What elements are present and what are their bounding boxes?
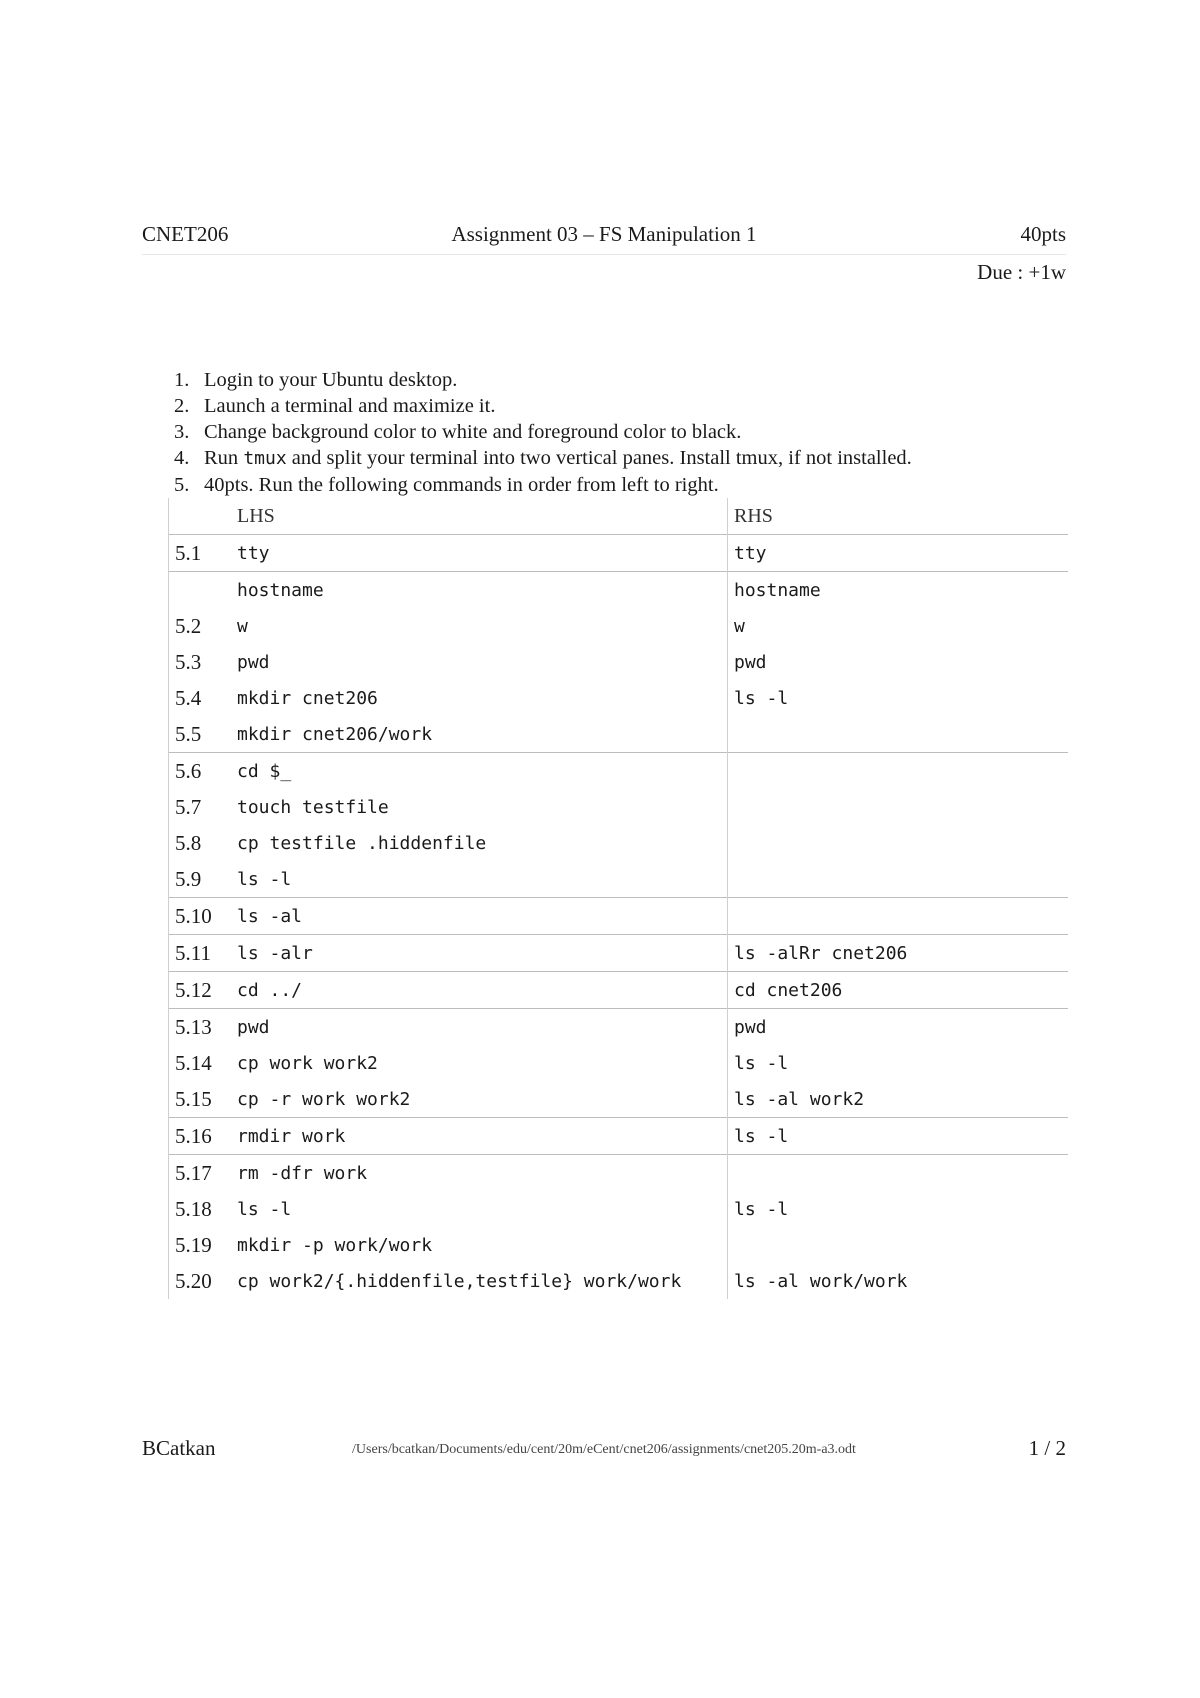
instruction-item	[174, 367, 912, 393]
step-number: 5.3	[169, 644, 232, 680]
assignment-title: Assignment 03 – FS Manipulation 1	[451, 222, 757, 246]
lhs-command: tty	[231, 535, 728, 572]
step-number: 5.20	[169, 1263, 232, 1299]
rhs-command	[728, 753, 1069, 790]
lhs-command: ls -alr	[231, 935, 728, 972]
instruction-text: and split your terminal into two vertical panes. Install tmux, if not installed.	[286, 447, 912, 469]
step-number: 5.19	[169, 1227, 232, 1263]
header-num	[169, 498, 232, 535]
rhs-command: tty	[728, 535, 1069, 572]
step-number: 5.12	[169, 972, 232, 1009]
rhs-command: ls -l	[728, 1191, 1069, 1227]
lhs-command: cd $_	[231, 753, 728, 790]
lhs-command: mkdir cnet206/work	[237, 723, 433, 745]
commands-table	[168, 498, 1068, 1299]
rhs-command: ls -al work2	[728, 1081, 1069, 1118]
rhs-command	[728, 1155, 1069, 1192]
lhs-command: w	[237, 615, 248, 637]
lhs-command: pwd	[237, 651, 270, 673]
table-row	[169, 1009, 1069, 1046]
author-name: BCatkan	[142, 1436, 216, 1460]
step-number: 5.5	[169, 716, 232, 753]
step-number: 5.15	[169, 1081, 232, 1118]
instruction-text: 40pts. Run the following commands in order from left to right.	[204, 474, 719, 496]
step-number: 5.1	[169, 535, 232, 572]
instruction-number: 1.	[174, 369, 190, 391]
lhs-command: cp work2/{.hiddenfile,testfile} work/work	[237, 1270, 682, 1292]
page-number: 1 / 2	[1028, 1436, 1066, 1460]
lhs-command: cp -r work work2	[237, 1088, 411, 1110]
table-row	[169, 1155, 1069, 1192]
instruction-item	[174, 472, 912, 498]
lhs-command: rm -dfr work	[231, 1155, 728, 1192]
rhs-command: ls -l	[728, 680, 1069, 716]
step-number: 5.16	[169, 1118, 232, 1155]
rhs-command: ls -alRr cnet206	[728, 935, 1069, 972]
points-label: 40pts	[1020, 222, 1066, 246]
lhs-command: pwd	[231, 1009, 728, 1046]
rhs-command	[728, 825, 1069, 861]
instruction-number: 4.	[174, 447, 190, 469]
rhs-command: pwd	[728, 644, 1069, 680]
instruction-number: 2.	[174, 395, 190, 417]
table-row	[169, 935, 1069, 972]
instruction-text: Run	[204, 447, 244, 469]
lhs-command: cp work work2	[237, 1052, 378, 1074]
instruction-number: 3.	[174, 421, 190, 443]
rhs-command	[728, 1227, 1069, 1263]
table-row	[169, 716, 1069, 753]
table-row	[169, 535, 1069, 572]
table-row	[169, 1227, 1069, 1263]
step-number: 5.6	[169, 753, 232, 790]
file-path: /Users/bcatkan/Documents/edu/cent/20m/eCent/cnet206/assignments/cnet205.20m-a3.odt	[352, 1442, 856, 1457]
lhs-command: ls -l	[237, 1198, 292, 1220]
lhs-command: touch testfile	[237, 796, 389, 818]
step-number: 5.13	[169, 1009, 232, 1046]
instruction-text: Launch a terminal and maximize it.	[204, 395, 496, 417]
instruction-number: 5.	[174, 474, 190, 496]
step-number: 5.2	[169, 608, 232, 644]
rhs-command	[728, 789, 1069, 825]
table-row	[169, 572, 1069, 609]
lhs-command: ls -l	[237, 868, 292, 890]
page-footer	[142, 1436, 1066, 1466]
rhs-command	[728, 861, 1069, 898]
instruction-item	[174, 419, 912, 445]
lhs-command: mkdir -p work/work	[237, 1234, 433, 1256]
table-row	[169, 680, 1069, 716]
header-lhs: LHS	[237, 504, 275, 527]
table-row	[169, 898, 1069, 935]
table-row	[169, 1045, 1069, 1081]
table-row	[169, 644, 1069, 680]
lhs-command: ls -al	[231, 898, 728, 935]
due-label: Due : +1w	[977, 260, 1066, 284]
lhs-command: cd ../	[231, 972, 728, 1009]
rhs-command: ls -l	[728, 1118, 1069, 1155]
step-number: 5.8	[169, 825, 232, 861]
step-number: 5.9	[169, 861, 232, 898]
instruction-list	[174, 367, 912, 498]
rhs-command: hostname	[728, 572, 1069, 609]
rhs-command	[728, 716, 1069, 753]
step-number: 5.17	[169, 1155, 232, 1192]
table-row	[169, 972, 1069, 1009]
step-number: 5.10	[169, 898, 232, 935]
rhs-command: w	[728, 608, 1069, 644]
course-code: CNET206	[142, 222, 229, 246]
step-number: 5.14	[169, 1045, 232, 1081]
table-row	[169, 1263, 1069, 1299]
lhs-command: cp testfile .hiddenfile	[237, 832, 487, 854]
rhs-command: cd cnet206	[728, 972, 1069, 1009]
instruction-text: Change background color to white and foreground color to black.	[204, 421, 742, 443]
table-row	[169, 753, 1069, 790]
rhs-command: pwd	[728, 1009, 1069, 1046]
lhs-command: rmdir work	[231, 1118, 728, 1155]
inline-command: tmux	[243, 448, 287, 469]
instruction-item	[174, 445, 912, 472]
rhs-command: ls -l	[728, 1045, 1069, 1081]
table-row	[169, 1191, 1069, 1227]
table-row	[169, 608, 1069, 644]
step-number: 5.18	[169, 1191, 232, 1227]
instruction-text: Login to your Ubuntu desktop.	[204, 369, 458, 391]
step-number	[169, 572, 232, 609]
table-row	[169, 1118, 1069, 1155]
header-rhs: RHS	[728, 498, 1069, 535]
rhs-command: ls -al work/work	[728, 1263, 1069, 1299]
step-number: 5.11	[169, 935, 232, 972]
instruction-item	[174, 393, 912, 419]
lhs-command: mkdir cnet206	[237, 687, 378, 709]
table-row	[169, 1081, 1069, 1118]
step-number: 5.7	[169, 789, 232, 825]
page-header	[142, 218, 1066, 255]
lhs-command: hostname	[231, 572, 728, 609]
table-row	[169, 789, 1069, 825]
table-row	[169, 825, 1069, 861]
table-row	[169, 861, 1069, 898]
step-number: 5.4	[169, 680, 232, 716]
table-header-row	[169, 498, 1069, 535]
rhs-command	[728, 898, 1069, 935]
